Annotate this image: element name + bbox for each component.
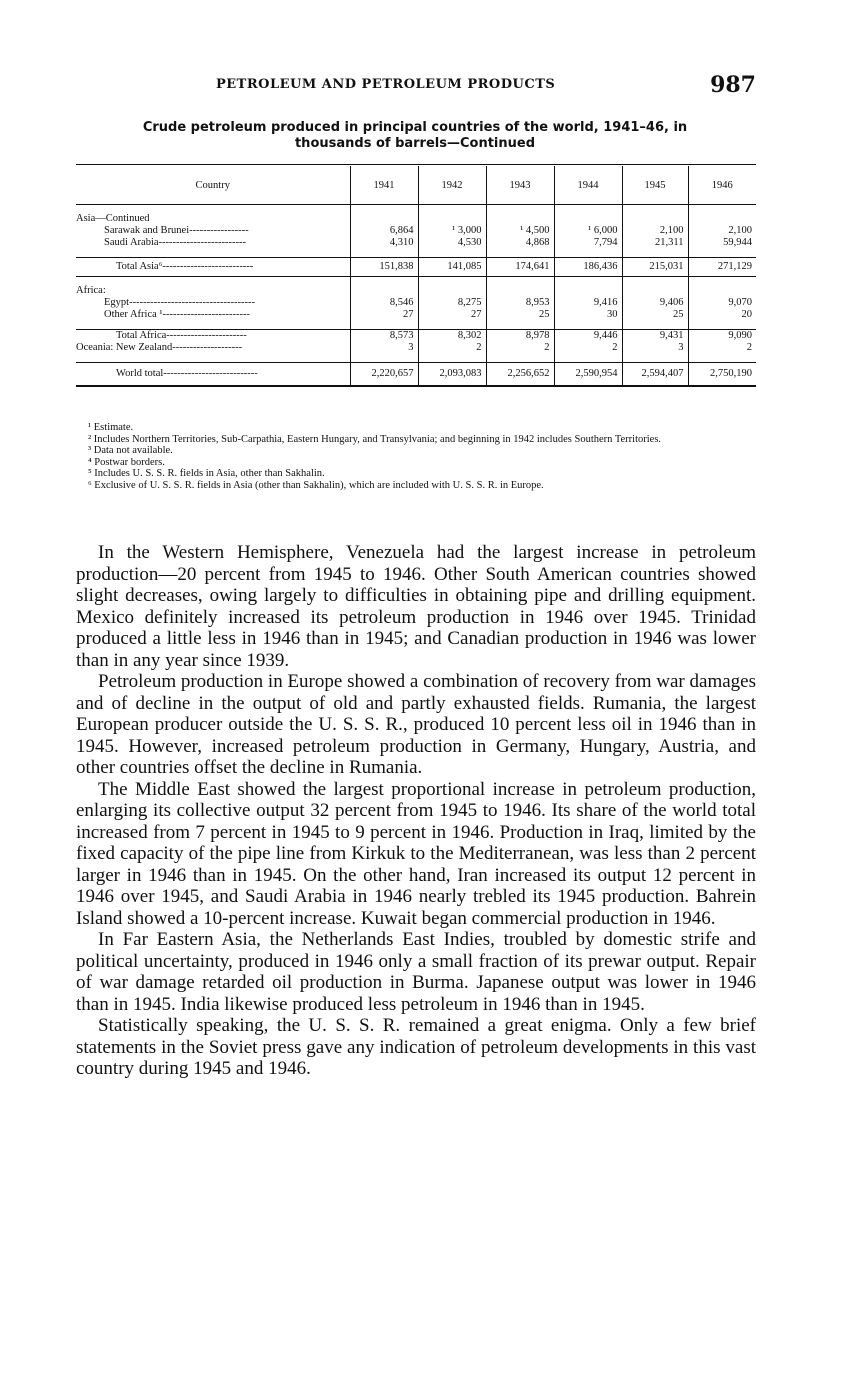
table-cell: 2 [486, 342, 554, 354]
table-cell: 174,641 [486, 258, 554, 277]
table-cell: 9,090 [688, 330, 756, 343]
table-cell: 3 [350, 342, 418, 354]
table-cell: 6,864 [350, 225, 418, 237]
table-cell: 2,256,652 [486, 363, 554, 387]
table-cell: ¹ 4,500 [486, 225, 554, 237]
table-cell: 9,431 [622, 330, 688, 343]
paragraph: In the Western Hemisphere, Venezuela had the largest increase in petroleum production—20 percent from 1945 to 1946. Other South American countries showed slight decreases, owing largely to difficulties in obtaining pipe and drilling equipment. Mexico definitely increased its petroleum production in 1946 over 1945. Trinidad produced a little less in 1946 than in 1945; and Canadian production in 1946 was lower than in any year since 1939. [76, 542, 756, 671]
table-caption-line: thousands of barrels—Continued [294, 136, 536, 151]
table-cell: 8,573 [350, 330, 418, 343]
table-cell: 215,031 [622, 258, 688, 277]
table-footnotes [76, 422, 756, 491]
table-cell: 2,590,954 [554, 363, 622, 387]
table-cell: 8,953 [486, 297, 554, 309]
table-cell: 9,406 [622, 297, 688, 309]
table-row: Other Africa ¹------------------------- 27 27 25 30 25 20 [76, 309, 756, 321]
row-label: Africa: [76, 285, 106, 296]
table-cell: 8,275 [418, 297, 486, 309]
row-label: Egypt [104, 297, 130, 308]
paragraph: Statistically speaking, the U. S. S. R. remained a great enigma. Only a few brief statements in the Soviet press gave any indication of petroleum developments in this vast country during 1945 and 1946. [76, 1015, 756, 1079]
table-cell: 141,085 [418, 258, 486, 277]
footnote: ¹ Estimate. [88, 422, 134, 433]
table-row [76, 213, 756, 225]
column-header: 1944 [554, 166, 622, 205]
row-label: Other Africa ¹ [104, 309, 163, 320]
row-label: Total Asia⁶ [116, 261, 163, 272]
row-label: World total [116, 368, 164, 379]
footnote: ² Includes Northern Territories, Sub-Carpathia, Eastern Hungary, and Transylvania; and beginning in 1942 includes Southern Territories. [88, 433, 662, 445]
table-cell: 4,310 [350, 237, 418, 249]
table-cell: 9,416 [554, 297, 622, 309]
table-row: Egypt------------------------------------ 8,546 8,275 8,953 9,416 9,406 9,070 [76, 297, 756, 309]
table-cell: 2 [418, 342, 486, 354]
table-cell: 59,944 [688, 237, 756, 249]
running-head [76, 72, 756, 100]
column-header: 1943 [486, 166, 554, 205]
footnote: ⁶ Exclusive of U. S. S. R. fields in Asia (other than Sakhalin), which are included with U. S. S. R. in Europe. [88, 479, 544, 491]
table-caption-line: Crude petroleum produced in principal countries of the world, 1941–46, in [142, 120, 688, 135]
table-row: Saudi Arabia------------------------- 4,310 4,530 4,868 7,794 21,311 59,944 [76, 237, 756, 249]
table-cell: 151,838 [350, 258, 418, 277]
table-cell: 7,794 [554, 237, 622, 249]
table-cell: 186,436 [554, 258, 622, 277]
production-table [76, 166, 756, 387]
table-cell: 2 [688, 342, 756, 354]
table-cell: 4,868 [486, 237, 554, 249]
spacer-row [76, 277, 756, 286]
table-cell: 30 [554, 309, 622, 321]
table-cell: 2,093,083 [418, 363, 486, 387]
column-header: 1942 [418, 166, 486, 205]
table-header-row [76, 166, 756, 205]
table-caption [90, 120, 740, 152]
page-number: 987 [710, 72, 756, 98]
table-cell: 3 [622, 342, 688, 354]
row-label: Saudi Arabia [104, 237, 159, 248]
table-cell: 2,750,190 [688, 363, 756, 387]
column-header: 1945 [622, 166, 688, 205]
table-cell: 8,978 [486, 330, 554, 343]
table-cell: 9,446 [554, 330, 622, 343]
table-cell: 27 [418, 309, 486, 321]
spacer-row [76, 205, 756, 214]
footnote: ³ Data not available. [88, 445, 173, 456]
table-cell: 25 [486, 309, 554, 321]
table-cell: 2,100 [688, 225, 756, 237]
table-cell: 20 [688, 309, 756, 321]
row-label: Asia—Continued [76, 213, 150, 224]
spacer-row [76, 354, 756, 363]
table-cell: 4,530 [418, 237, 486, 249]
table-row: Oceania: New Zealand-------------------- 3 2 2 2 3 2 [76, 342, 756, 354]
table-cell: 21,311 [622, 237, 688, 249]
paragraph: In Far Eastern Asia, the Netherlands East Indies, troubled by domestic strife and political uncertainty, produced in 1946 only a small fraction of its prewar output. Repair of war damage retarded oil production in Burma. Japanese output was lower in 1946 than in 1945. India likewise produced less petroleum in 1946 than in 1945. [76, 929, 756, 1015]
total-row: Total Asia⁶-------------------------- 151,838 141,085 174,641 186,436 215,031 271,129 [76, 258, 756, 277]
table-top-rule [76, 164, 756, 165]
row-label: Total Africa [116, 330, 167, 341]
table-cell: 8,302 [418, 330, 486, 343]
paragraph: The Middle East showed the largest proportional increase in petroleum production, enlarging its collective output 32 percent from 1945 to 1946. Its share of the world total increased from 7 percent in 1945 to 9 percent in 1946. Production in Iraq, limited by the fixed capacity of the pipe line from Kirkuk to the Mediterranean, was less than 2 percent larger in 1946 than in 1945. On the other hand, Iran increased its output 12 percent in 1946 over 1945, and Saudi Arabia in 1946 nearly trebled its 1945 production. Bahrein Island showed a 10-percent increase. Kuwait began commercial production in 1946. [76, 778, 756, 929]
table-cell: 2,100 [622, 225, 688, 237]
footnote: ⁵ Includes U. S. S. R. fields in Asia, other than Sakhalin. [88, 468, 325, 479]
table-cell: 9,070 [688, 297, 756, 309]
spacer-row [76, 249, 756, 258]
body-text [76, 542, 756, 1080]
total-row: Total Africa----------------------- 8,573 8,302 8,978 9,446 9,431 9,090 [76, 330, 756, 343]
column-header: 1941 [350, 166, 418, 205]
column-header: Country [76, 166, 350, 205]
table-row: Sarawak and Brunei----------------- 6,864 ¹ 3,000 ¹ 4,500 ¹ 6,000 2,100 2,100 [76, 225, 756, 237]
table-cell: 2,220,657 [350, 363, 418, 387]
table-cell: 2,594,407 [622, 363, 688, 387]
spacer-row [76, 321, 756, 330]
table-cell: ¹ 6,000 [554, 225, 622, 237]
table-cell: 8,546 [350, 297, 418, 309]
running-title: PETROLEUM AND PETROLEUM PRODUCTS [216, 77, 556, 92]
row-label: Oceania: New Zealand [76, 342, 173, 353]
paragraph: Petroleum production in Europe showed a combination of recovery from war damages and of decline in the output of old and partly exhausted fields. Rumania, the largest European producer outside the U. S. S. R., produced 10 percent less oil in 1946 than in 1945. However, increased petroleum production in Germany, Hungary, Austria, and other countries offset the decline in Rumania. [76, 671, 756, 778]
table-row [76, 285, 756, 297]
row-label: Sarawak and Brunei [104, 225, 190, 236]
footnote: ⁴ Postwar borders. [88, 456, 165, 468]
table-cell: 25 [622, 309, 688, 321]
table-cell: ¹ 3,000 [418, 225, 486, 237]
world-total-row: World total--------------------------- 2,220,657 2,093,083 2,256,652 2,590,954 2,594,407 2,750,190 [76, 363, 756, 387]
table-cell: 27 [350, 309, 418, 321]
column-header: 1946 [688, 166, 756, 205]
table-cell: 2 [554, 342, 622, 354]
table-cell: 271,129 [688, 258, 756, 277]
